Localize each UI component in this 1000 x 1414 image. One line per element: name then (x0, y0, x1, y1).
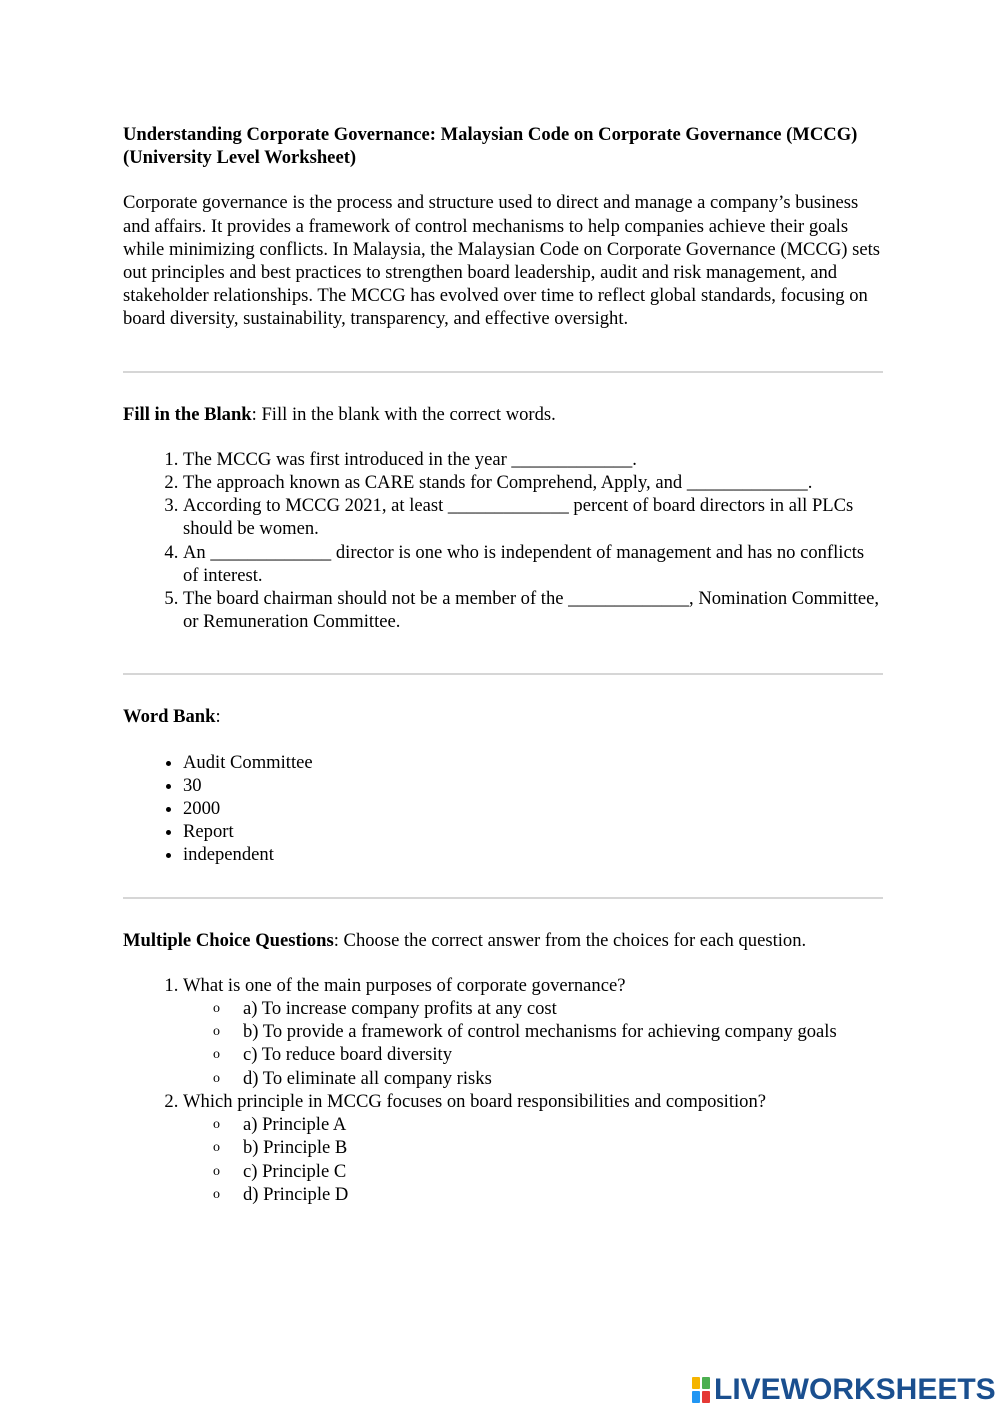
mcq-option-text: a) Principle A (243, 1114, 347, 1136)
mcq-option (213, 1043, 883, 1066)
option-bullet: o (213, 1001, 220, 1017)
option-bullet: o (213, 1047, 220, 1063)
logo-square (692, 1377, 700, 1389)
logo-mark-icon (692, 1377, 710, 1403)
mcq-option (213, 1113, 883, 1136)
fill-blank-item: 5. The board chairman should not be a member of the _____________, Nomination Committee, or Remuneration Committee. (183, 587, 883, 633)
mcq-option (213, 1136, 883, 1159)
mcq-option (213, 1067, 883, 1090)
option-bullet: o (213, 1140, 220, 1156)
fill-blank-heading (123, 403, 883, 426)
mcq-question (183, 1090, 883, 1206)
fill-blank-title: Fill in the Blank (123, 403, 252, 425)
option-bullet: o (213, 1163, 220, 1179)
mcq-question-text: Which principle in MCCG focuses on board responsibilities and composition? (183, 1090, 767, 1112)
mcq-heading (123, 929, 883, 952)
fill-blank-item: 3. According to MCCG 2021, at least _____________ percent of board directors in all PLCs should be women. (183, 494, 883, 540)
worksheet-page (123, 123, 883, 1206)
word-bank-item: • 2000 (183, 797, 883, 820)
liveworksheets-logo (692, 1375, 996, 1405)
mcq-option-text: d) To eliminate all company risks (243, 1067, 492, 1089)
mcq-option-text: d) Principle D (243, 1183, 349, 1205)
mcq-instruction: : Choose the correct answer from the choices for each question. (333, 929, 807, 951)
word-bank-colon: : (215, 706, 221, 728)
option-bullet: o (213, 1186, 220, 1202)
fill-blank-item: 2. The approach known as CARE stands for Comprehend, Apply, and _____________. (183, 471, 883, 494)
section-divider (123, 371, 883, 373)
word-bank-heading (123, 705, 883, 728)
mcq-option (213, 1020, 883, 1043)
worksheet-title: Understanding Corporate Governance: Malaysian Code on Corporate Governance (MCCG) (University Level Worksheet) (123, 124, 858, 169)
section-divider (123, 897, 883, 899)
mcq-option-text: b) Principle B (243, 1137, 348, 1159)
mcq-question (183, 974, 883, 1090)
mcq-option-text: c) Principle C (243, 1160, 347, 1182)
fill-blank-item: 4. An _____________ director is one who is independent of management and has no conflicts of interest. (183, 541, 883, 587)
mcq-options (183, 997, 883, 1090)
mcq-option (213, 997, 883, 1020)
mcq-option-text: b) To provide a framework of control mechanisms for achieving company goals (243, 1021, 837, 1043)
word-bank-title: Word Bank (123, 706, 216, 728)
option-bullet: o (213, 1117, 220, 1133)
word-bank-item: • Report (183, 820, 883, 843)
mcq-option-text: a) To increase company profits at any cost (243, 998, 557, 1020)
mcq-question-text: What is one of the main purposes of corporate governance? (183, 974, 626, 996)
mcq-option (213, 1183, 883, 1206)
word-bank-item: • independent (183, 843, 883, 866)
word-bank-item: • 30 (183, 774, 883, 797)
mcq-title: Multiple Choice Questions (123, 929, 334, 951)
word-bank-item: • Audit Committee (183, 751, 883, 774)
mcq-options (183, 1113, 883, 1206)
fill-blank-item: 1. The MCCG was first introduced in the year _____________. (183, 448, 883, 471)
logo-text: LIVEWORKSHEETS (714, 1373, 996, 1406)
logo-square (702, 1391, 710, 1403)
mcq-list (123, 974, 883, 1206)
option-bullet: o (213, 1070, 220, 1086)
fill-blank-instruction: : Fill in the blank with the correct words. (251, 403, 556, 425)
fill-blank-list (123, 448, 883, 634)
mcq-option-text: c) To reduce board diversity (243, 1044, 453, 1066)
mcq-option (213, 1160, 883, 1183)
logo-square (702, 1377, 710, 1389)
section-divider (123, 673, 883, 675)
option-bullet: o (213, 1024, 220, 1040)
intro-paragraph: Corporate governance is the process and structure used to direct and manage a company’s business and affairs. It provides a framework of control mechanisms to help companies achieve their goals while minimizing conflicts. In Malaysia, the Malaysian Code on Corporate Governance (MCCG) sets out principles and best practices to strengthen board leadership, audit and risk management, and stakeholder relationships. The MCCG has evolved over time to reflect global standards, focusing on board diversity, sustainability, transparency, and effective oversight. (123, 192, 881, 330)
logo-square (692, 1391, 700, 1403)
word-bank-list (123, 751, 883, 867)
